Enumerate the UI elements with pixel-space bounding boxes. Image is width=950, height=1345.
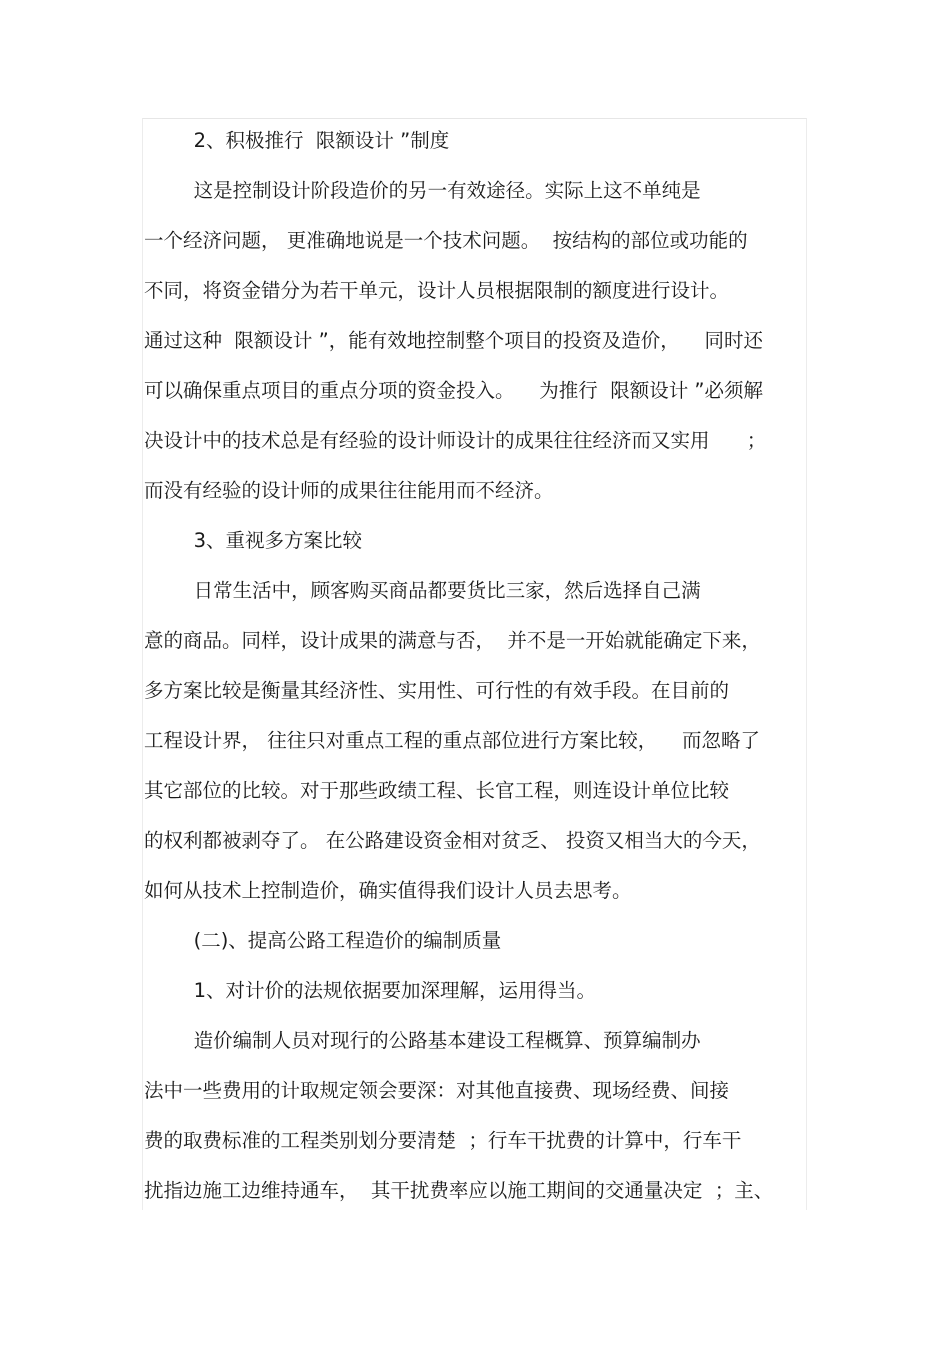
text-line: 不同，将资金错分为若干单元，设计人员根据限制的额度进行设计。 [144,279,730,302]
heading-multi-scheme: 3、重视多方案比较 [144,529,362,552]
text-line: 的权利都被剥夺了。 在公路建设资金相对贫乏、 投资又相当大的今天， [144,829,761,852]
heading-pricing-rules: 1、对计价的法规依据要加深理解，运用得当。 [144,979,596,1002]
text-line: 费的取费标准的工程类别划分要清楚 ；行车干扰费的计算中，行车干 [144,1129,742,1152]
text-line: 意的商品。同样，设计成果的满意与否， 并不是一开始就能确定下来， [144,629,761,652]
text-line: 而没有经验的设计师的成果往往能用而不经济。 [144,479,554,502]
text-line: 日常生活中，顾客购买商品都要货比三家，然后选择自己满 [144,579,701,602]
text-line: 一个经济问题， 更准确地说是一个技术问题。 按结构的部位或功能的 [144,229,748,252]
text-line: 可以确保重点项目的重点分项的资金投入。 为推行 限额设计 ”必须解 [144,379,763,402]
text-line: 扰指边施工边维持通车， 其干扰费率应以施工期间的交通量决定 ；主、 [144,1179,774,1202]
text-line: 工程设计界， 往往只对重点工程的重点部位进行方案比较， 而忽略了 [144,729,760,752]
text-line: 这是控制设计阶段造价的另一有效途径。实际上这不单纯是 [144,179,701,202]
heading-limit-design: 2、积极推行 限额设计 ”制度 [144,129,450,152]
heading-section-two: (二)、提高公路工程造价的编制质量 [144,929,502,952]
text-line: 决设计中的技术总是有经验的设计师设计的成果往往经济而又实用 ； [144,429,767,452]
text-line: 造价编制人员对现行的公路基本建设工程概算、预算编制办 [144,1029,701,1052]
text-line: 如何从技术上控制造价，确实值得我们设计人员去思考。 [144,879,632,902]
text-line: 法中一些费用的计取规定领会要深：对其他直接费、现场经费、间接 [144,1079,730,1102]
text-line: 通过这种 限额设计 ”，能有效地控制整个项目的投资及造价， 同时还 [144,329,763,352]
text-line: 其它部位的比较。对于那些政绩工程、长官工程，则连设计单位比较 [144,779,730,802]
text-line: 多方案比较是衡量其经济性、实用性、可行性的有效手段。在目前的 [144,679,730,702]
